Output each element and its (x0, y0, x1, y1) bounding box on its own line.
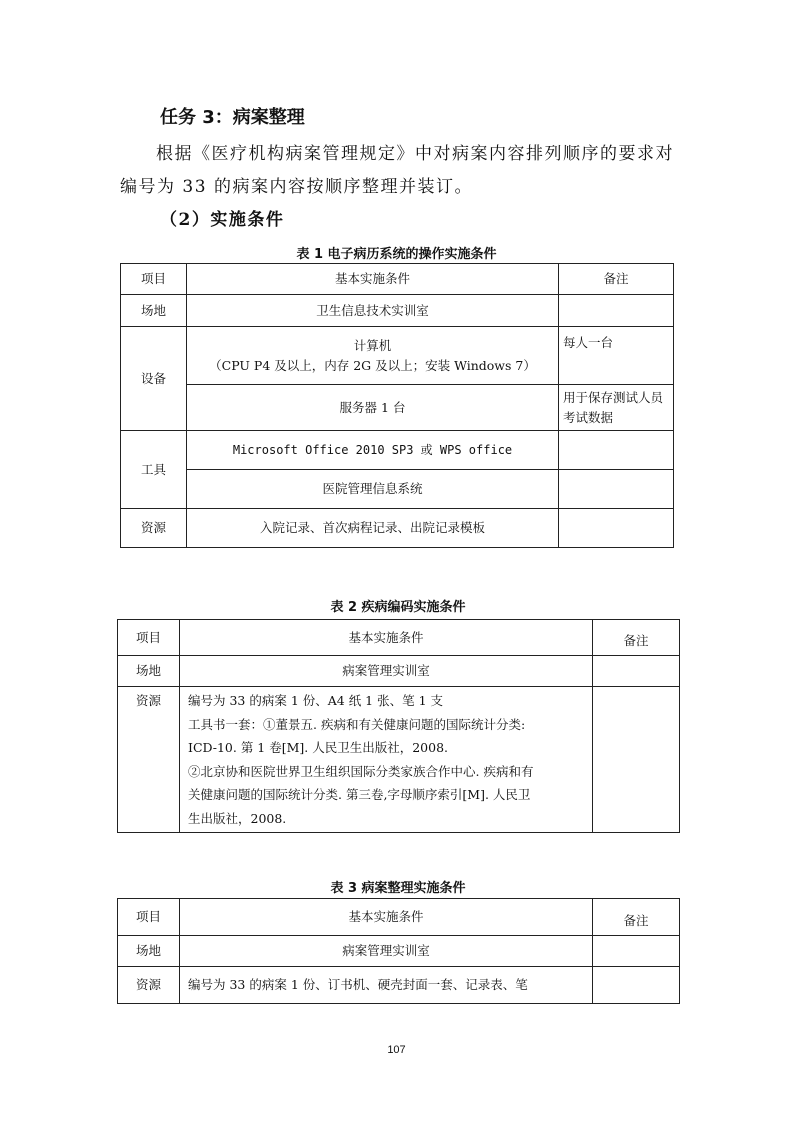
cell-item: 资源 (118, 687, 180, 833)
cell-condition: 病案管理实训室 (180, 936, 593, 967)
header-note: 备注 (593, 620, 680, 656)
resource-line: ICD-10. 第 1 卷[M]. 人民卫生出版社，2008. (188, 740, 449, 755)
header-item: 项目 (118, 899, 180, 936)
header-item: 项目 (121, 264, 187, 295)
cell-note (593, 656, 680, 687)
pc-line: 计算机 (353, 337, 392, 353)
cell-note (559, 295, 674, 327)
cell-condition: 卫生信息技术实训室 (187, 295, 559, 327)
table1-caption: 表 1 电子病历系统的操作实施条件 (296, 247, 497, 262)
header-condition: 基本实施条件 (180, 899, 593, 936)
resource-line: ②北京协和医院世界卫生组织国际分类家族合作中心. 疾病和有 (188, 763, 534, 779)
table1 (120, 263, 674, 548)
cell-note (559, 431, 674, 470)
cell-note (593, 687, 680, 833)
table-row (121, 295, 674, 327)
cell-note (593, 967, 680, 1004)
table3 (117, 898, 680, 1004)
cell-item: 场地 (118, 656, 180, 687)
subheading: （2）实施条件 (160, 210, 285, 230)
cell-item: 资源 (121, 509, 187, 548)
table2-caption: 表 2 疾病编码实施条件 (330, 600, 466, 615)
table2 (117, 619, 680, 833)
cell-note: 用于保存测试人员考试数据 (559, 385, 674, 431)
table-row (118, 656, 680, 687)
resource-line: 关健康问题的国际统计分类. 第三卷,字母顺序索引[M]. 人民卫 (188, 787, 531, 802)
cell-item: 资源 (118, 967, 180, 1004)
cell-condition: 服务器 1 台 (187, 385, 559, 431)
cell-note: 每人一台 (559, 327, 674, 385)
table-row (118, 936, 680, 967)
table-header-row (118, 899, 680, 936)
section-heading: 任务 3：病案整理 (160, 107, 305, 128)
page-number: 107 (387, 1044, 406, 1056)
resource-line: 编号为 33 的病案 1 份、A4 纸 1 张、笔 1 支 (188, 693, 444, 708)
table-row (121, 470, 674, 509)
cell-condition: Microsoft Office 2010 SP3 或 WPS office (187, 431, 559, 470)
table-header-row (121, 264, 674, 295)
header-condition: 基本实施条件 (180, 620, 593, 656)
cell-item: 场地 (118, 936, 180, 967)
cell-condition (180, 687, 593, 833)
header-note: 备注 (559, 264, 674, 295)
table-row (121, 327, 674, 385)
table-row (118, 967, 680, 1004)
table-row (121, 385, 674, 431)
table-row (118, 687, 680, 833)
cell-condition: 医院管理信息系统 (187, 470, 559, 509)
resource-line: 工具书一套：①董景五. 疾病和有关健康问题的国际统计分类: (188, 716, 526, 732)
pc-spec: （CPU P4 及以上，内存 2G 及以上；安装 Windows 7） (209, 357, 536, 373)
cell-condition: 入院记录、首次病程记录、出院记录模板 (187, 509, 559, 548)
cell-item: 场地 (121, 295, 187, 327)
table-row (121, 509, 674, 548)
paragraph-line: 根据《医疗机构病案管理规定》中对病案内容排列顺序的要求对 (156, 144, 674, 164)
resource-line: 生出版社，2008. (188, 810, 287, 826)
header-condition: 基本实施条件 (187, 264, 559, 295)
paragraph-line: 编号为 33 的病案内容按顺序整理并装订。 (120, 177, 473, 197)
cell-note (559, 470, 674, 509)
table-row (121, 431, 674, 470)
header-item: 项目 (118, 620, 180, 656)
table3-caption: 表 3 病案整理实施条件 (330, 881, 466, 896)
cell-note (593, 936, 680, 967)
table-header-row (118, 620, 680, 656)
cell-condition: 编号为 33 的病案 1 份、订书机、硬壳封面一套、记录表、笔 (180, 967, 593, 1004)
cell-condition (187, 327, 559, 385)
cell-condition: 病案管理实训室 (180, 656, 593, 687)
cell-item: 工具 (121, 431, 187, 509)
header-note: 备注 (593, 899, 680, 936)
cell-note (559, 509, 674, 548)
cell-item: 设备 (121, 327, 187, 431)
